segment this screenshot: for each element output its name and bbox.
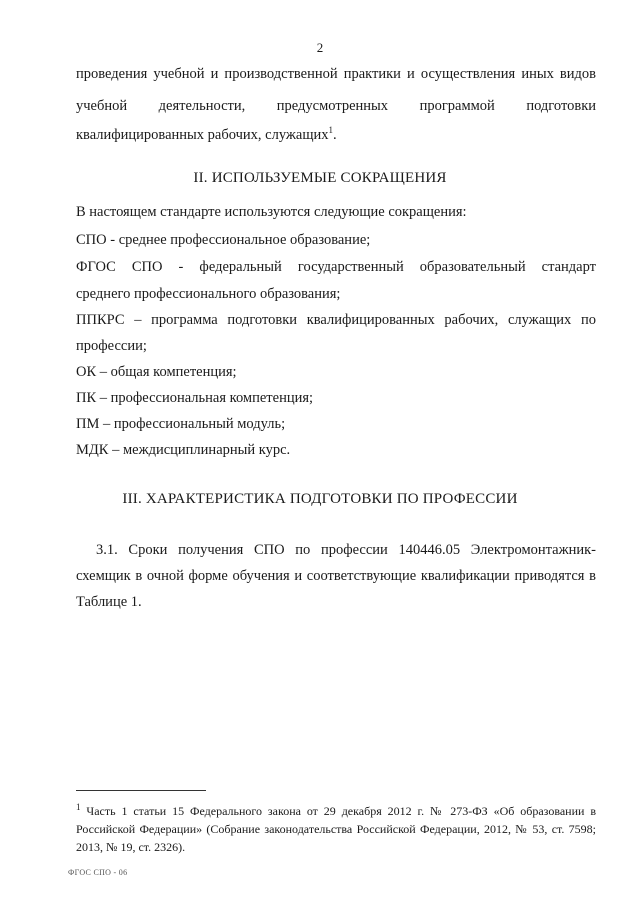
section-3-heading: III. ХАРАКТЕРИСТИКА ПОДГОТОВКИ ПО ПРОФЕССИИ bbox=[122, 491, 518, 507]
abbrev-mdk: МДК – междисциплинарный курс. bbox=[76, 442, 291, 458]
abbrev-ok: ОК – общая компетенция; bbox=[76, 364, 237, 380]
abbrev-spo: СПО - среднее профессиональное образование; bbox=[76, 232, 371, 248]
footnote bbox=[76, 802, 596, 856]
page-number: 2 bbox=[316, 40, 324, 55]
intro-line-2: учебной деятельности, предусмотренных программой подготовки bbox=[76, 98, 596, 114]
footnote-separator bbox=[76, 790, 206, 791]
abbrev-ppkrs-line-2: профессии; bbox=[76, 338, 147, 354]
abbrev-pm: ПМ – профессиональный модуль; bbox=[76, 416, 286, 432]
abbrev-ppkrs-line-1: ППКРС – программа подготовки квалифицированных рабочих, служащих по bbox=[76, 312, 596, 328]
abbrev-lead: В настоящем стандарте используются следующие сокращения: bbox=[76, 204, 467, 220]
section-3-p1-line-2: схемщик в очной форме обучения и соответствующие квалификации приводятся в bbox=[76, 568, 596, 584]
intro-line-3-text: квалифицированных рабочих, служащих bbox=[76, 127, 329, 143]
abbrev-fgos-line-2: среднего профессионального образования; bbox=[76, 286, 341, 302]
footnote-text: Часть 1 статьи 15 Федерального закона от 29 декабря 2012 г. № 273-ФЗ «Об образовании в Российской Федерации» (Собрание законодательства Российской Федерации, 2012, № 53, ст. 7598; 2013, № 19, ст. 2326). bbox=[76, 804, 596, 854]
footer-mark: ФГОС СПО - 06 bbox=[68, 868, 128, 877]
abbrev-pk: ПК – профессиональная компетенция; bbox=[76, 390, 314, 406]
footnote-reference: 1 bbox=[328, 125, 334, 136]
section-3-p1-line-1: 3.1. Сроки получения СПО по профессии 140446.05 Электромонтажник- bbox=[96, 542, 596, 558]
abbrev-fgos-line-1: ФГОС СПО - федеральный государственный образовательный стандарт bbox=[76, 259, 596, 275]
intro-line-3 bbox=[76, 127, 596, 144]
footnote-marker: 1 bbox=[76, 802, 81, 812]
intro-line-1: проведения учебной и производственной практики и осуществления иных видов bbox=[76, 66, 596, 82]
intro-line-3-end: . bbox=[333, 127, 337, 143]
section-3-p1-line-3: Таблице 1. bbox=[76, 594, 142, 610]
section-2-heading: II. ИСПОЛЬЗУЕМЫЕ СОКРАЩЕНИЯ bbox=[193, 170, 447, 186]
